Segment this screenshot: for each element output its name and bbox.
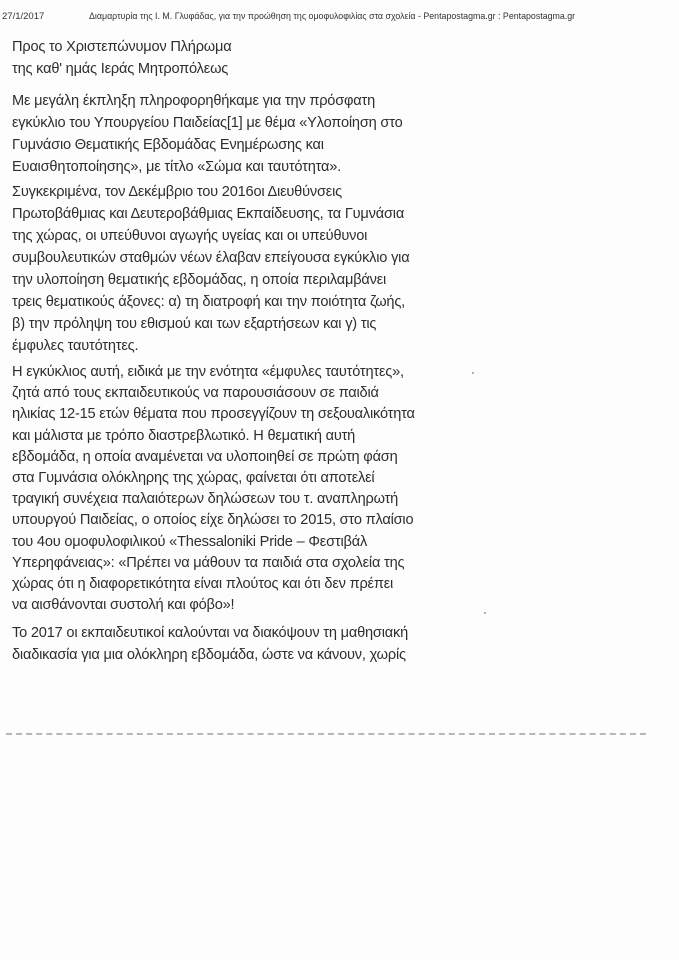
text-line: συμβουλευτικών σταθμών νέων έλαβαν επείγουσα εγκύκλιο για: [12, 250, 410, 266]
greeting-line: της καθ' ημάς Ιεράς Μητροπόλεως: [12, 61, 229, 77]
text-line: Πρωτοβάθμιας και Δευτεροβάθμιας Εκπαίδευσης, τα Γυμνάσια: [12, 206, 405, 222]
text-line: Η εγκύκλιος αυτή, ειδικά με την ενότητα «έμφυλες ταυτότητες»,: [12, 364, 404, 380]
text-line: και μάλιστα με τρόπο διαστρεβλωτικό. Η θεματική αυτή: [12, 427, 356, 444]
text-line: Με μεγάλη έκπληξη πληροφορηθήκαμε για την πρόσφατη: [12, 93, 376, 109]
text-line: Συγκεκριμένα, τον Δεκέμβριο του 2016οι Διευθύνσεις: [12, 184, 342, 200]
text-line: τραγική συνέχεια παλαιότερων δηλώσεων του τ. αναπληρωτή: [12, 491, 399, 508]
greeting: [12, 36, 231, 80]
text-line: ζητά από τους εκπαιδευτικούς να παρουσιάσουν σε παιδιά: [12, 385, 379, 402]
text-line: υπουργού Παιδείας, ο οποίος είχε δηλώσει το 2015, στο πλαίσιο: [12, 512, 414, 529]
text-line: στα Γυμνάσια ολόκληρης της χώρας, φαίνεται ότι αποτελεί: [12, 470, 375, 487]
text-line: Υπερηφάνειας»: «Πρέπει να μάθουν τα παιδιά στα σχολεία της: [12, 554, 405, 571]
text-line: τρεις θεματικούς άξονες: α) τη διατροφή και την ποιότητα ζωής,: [12, 294, 406, 310]
text-line: εγκύκλιο του Υπουργείου Παιδείας[1] με θέμα «Υλοποίηση στο: [12, 115, 403, 131]
text-line: Ευαισθητοποίησης», με τίτλο «Σώμα και ταυτότητα».: [12, 159, 341, 175]
text-line: Γυμνάσιο Θεματικής Εβδομάδας Ενημέρωσης και: [12, 137, 324, 153]
text-line: εβδομάδα, η οποία αναμένεται να υλοποιηθεί σε πρώτη φάση: [12, 448, 398, 465]
text-line: χώρας ότι η διαφορετικότητα είναι πλούτος και ότι δεν πρέπει: [12, 576, 394, 593]
text-line: να αισθάνονται συστολή και φόβο»!: [12, 597, 235, 614]
text-line: β) την πρόληψη του εθισμού και των εξαρτήσεων και γ) τις: [12, 316, 377, 332]
text-line: έμφυλες ταυτότητες.: [12, 338, 139, 354]
paragraph-1: [12, 90, 403, 178]
page-cut-divider: [6, 733, 646, 735]
scan-speck: [484, 612, 486, 614]
text-line: της χώρας, οι υπεύθυνοι αγωγής υγείας και οι υπεύθυνοι: [12, 228, 368, 244]
paragraph-2: [12, 181, 409, 357]
print-header-title: Διαμαρτυρία της Ι. Μ. Γλυφάδας, για την προώθηση της ομοφυλοφιλίας στα σχολεία - Pentapostagma.gr : Pentapostagma.gr: [89, 11, 576, 22]
paragraph-4: [12, 622, 408, 666]
text-line: Το 2017 οι εκπαιδευτικοί καλούνται να διακόψουν τη μαθησιακή: [12, 625, 409, 641]
text-line: την υλοποίηση θεματικής εβδομάδας, η οποία περιλαμβάνει: [12, 272, 387, 288]
greeting-line: Προς το Χριστεπώνυμον Πλήρωμα: [12, 39, 232, 55]
text-line: του 4ου ομοφυλοφιλικού «Thessaloniki Pride – Φεστιβάλ: [12, 533, 368, 550]
scan-speck: [472, 372, 474, 374]
text-line: ηλικίας 12-15 ετών θέματα που προσεγγίζουν τη σεξουαλικότητα: [12, 406, 415, 423]
text-line: διαδικασία για μια ολόκληρη εβδομάδα, ώστε να κάνουν, χωρίς: [12, 647, 406, 663]
print-date: 27/1/2017: [2, 11, 45, 22]
paragraph-3: [12, 362, 415, 616]
